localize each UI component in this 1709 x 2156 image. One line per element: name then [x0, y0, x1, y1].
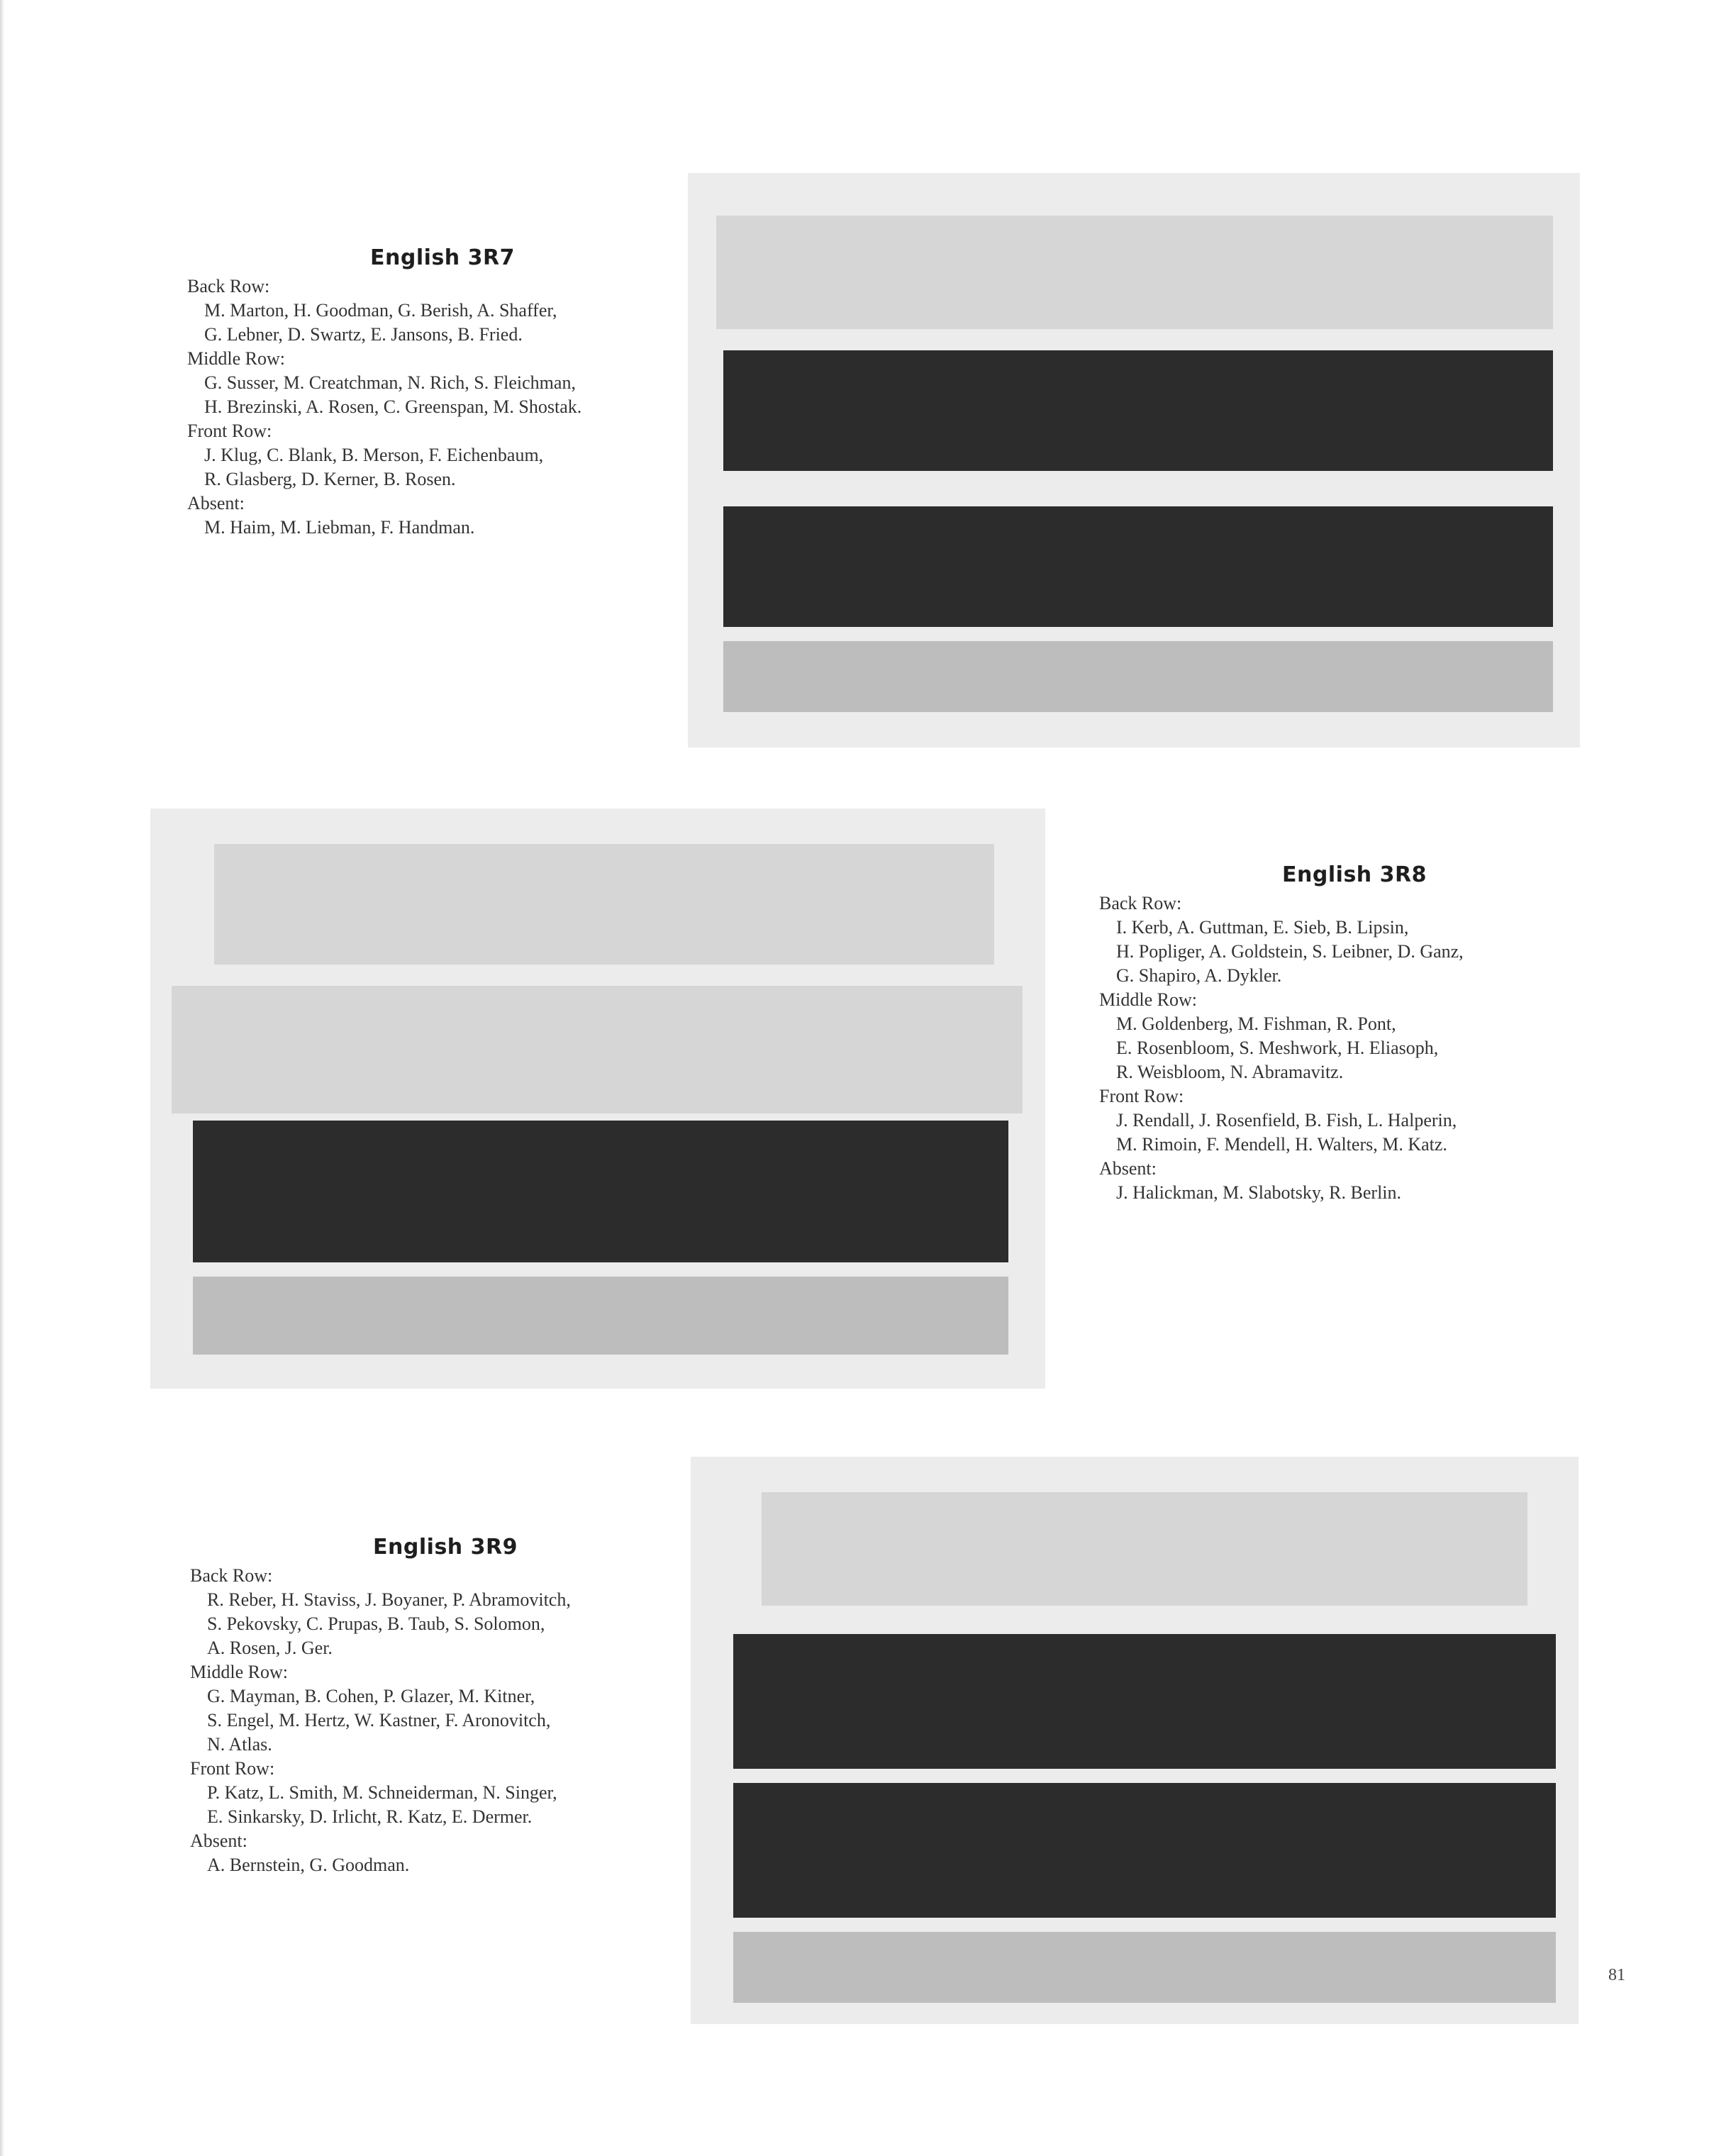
middle-row-label: Middle Row: [190, 1662, 288, 1682]
class-photo-3r8 [150, 808, 1045, 1389]
front-row-names-line: P. Katz, L. Smith, M. Schneiderman, N. Singer, [207, 1782, 557, 1803]
front-row-label: Front Row: [187, 421, 272, 441]
front-row-names-line: R. Glasberg, D. Kerner, B. Rosen. [204, 469, 456, 489]
absent-names-line: A. Bernstein, G. Goodman. [207, 1855, 410, 1875]
middle-row-names-line: H. Brezinski, A. Rosen, C. Greenspan, M. Shostak. [204, 396, 582, 417]
back-row-label: Back Row: [1099, 893, 1182, 913]
middle-row-names-line: G. Susser, M. Creatchman, N. Rich, S. Fleichman, [204, 372, 576, 393]
absent-label: Absent: [187, 493, 245, 513]
class-photo-placeholder [150, 808, 1045, 1389]
absent-names-line: M. Haim, M. Liebman, F. Handman. [204, 517, 475, 538]
middle-row-names-line: N. Atlas. [207, 1734, 272, 1755]
section-heading: English 3R8 [1282, 862, 1427, 887]
back-row-names-line: S. Pekovsky, C. Prupas, B. Taub, S. Solomon, [207, 1613, 545, 1634]
back-row-label: Back Row: [187, 276, 270, 296]
absent-label: Absent: [190, 1830, 247, 1851]
middle-row-names-line: G. Mayman, B. Cohen, P. Glazer, M. Kitner, [207, 1686, 535, 1706]
front-row-names-line: M. Rimoin, F. Mendell, H. Walters, M. Katz. [1116, 1134, 1447, 1155]
back-row-names-line: R. Reber, H. Staviss, J. Boyaner, P. Abramovitch, [207, 1589, 571, 1610]
binding-edge [0, 0, 4, 2156]
front-row-names-line: J. Klug, C. Blank, B. Merson, F. Eichenbaum, [204, 445, 544, 465]
caption-english-3r7 [187, 245, 698, 540]
absent-names-line: J. Halickman, M. Slabotsky, R. Berlin. [1116, 1182, 1402, 1203]
middle-row-label: Middle Row: [1099, 989, 1197, 1010]
page-number: 81 [1608, 1966, 1625, 1984]
front-row-names-line: J. Rendall, J. Rosenfield, B. Fish, L. Halperin, [1116, 1110, 1457, 1130]
back-row-names-line: H. Popliger, A. Goldstein, S. Leibner, D. Ganz, [1116, 941, 1464, 962]
back-row-names-line: A. Rosen, J. Ger. [207, 1638, 333, 1658]
front-row-label: Front Row: [190, 1758, 275, 1779]
back-row-names-line: G. Lebner, D. Swartz, E. Jansons, B. Fried. [204, 324, 523, 345]
class-photo-placeholder [691, 1457, 1579, 2024]
back-row-label: Back Row: [190, 1565, 273, 1586]
front-row-label: Front Row: [1099, 1086, 1184, 1106]
section-heading: English 3R7 [370, 245, 515, 270]
class-photo-placeholder [688, 173, 1580, 748]
caption-english-3r8 [1099, 862, 1610, 1205]
back-row-names-line: I. Kerb, A. Guttman, E. Sieb, B. Lipsin, [1116, 917, 1409, 938]
middle-row-names-line: S. Engel, M. Hertz, W. Kastner, F. Aronovitch, [207, 1710, 551, 1730]
section-heading: English 3R9 [373, 1535, 518, 1560]
class-photo-3r9 [691, 1457, 1579, 2024]
back-row-names-line: G. Shapiro, A. Dykler. [1116, 965, 1282, 986]
front-row-names-line: E. Sinkarsky, D. Irlicht, R. Katz, E. Dermer. [207, 1806, 533, 1827]
absent-label: Absent: [1099, 1158, 1157, 1179]
middle-row-names-line: M. Goldenberg, M. Fishman, R. Pont, [1116, 1013, 1396, 1034]
back-row-names-line: M. Marton, H. Goodman, G. Berish, A. Shaffer, [204, 300, 557, 321]
middle-row-names-line: R. Weisbloom, N. Abramavitz. [1116, 1062, 1344, 1082]
class-photo-3r7 [688, 173, 1580, 748]
middle-row-label: Middle Row: [187, 348, 285, 369]
caption-english-3r9 [190, 1535, 701, 1877]
middle-row-names-line: E. Rosenbloom, S. Meshwork, H. Eliasoph, [1116, 1038, 1439, 1058]
